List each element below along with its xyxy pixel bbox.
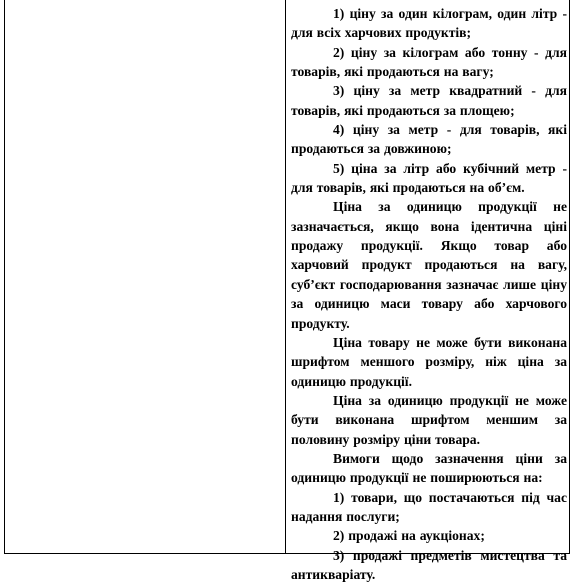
paragraph-exception-art: 3) продажі предметів мистецтва та антикваріату.: [291, 547, 567, 582]
paragraph-unit-price-exemption: Ціна за одиницю продукції не зазначається, якщо вона ідентична ціні продажу продукції. Якщо товар або харчовий продукт продаються на вагу, суб’єкт господарювання зазначає лише ціну за одиницю маси товару або харчового продукту.: [291, 199, 567, 331]
paragraph-unit-price-volume: 5) ціна за літр або кубічний метр - для товарів, які продаються на об’єм.: [291, 160, 567, 196]
paragraph-exception-services: 1) товари, що постачаються під час надання послуги;: [291, 489, 567, 524]
comparison-table: [4, 0, 570, 582]
paragraph-unit-price-area: 3) ціну за метр квадратний - для товарів, які продаються за площею;: [291, 83, 567, 118]
paragraph-unit-price-length: 4) ціну за метр - для товарів, які продаються за довжиною;: [291, 122, 567, 157]
paragraph-exception-auctions: 2) продажі на аукціонах;: [333, 528, 485, 544]
column-divider: [285, 0, 286, 553]
paragraph-half-size-rule: Ціна за одиницю продукції не може бути виконана шрифтом меншим за половину розміру ціни товара.: [291, 392, 567, 447]
paragraph-exceptions-intro: Вимоги щодо зазначення ціни за одиницю продукції не поширюються на:: [291, 450, 567, 486]
paragraph-unit-price-weight: 2) ціну за кілограм або тонну - для товарів, які продаються на вагу;: [291, 44, 567, 80]
paragraph-unit-price-kg-litre: 1) ціну за один кілограм, один літр - для всіх харчових продуктів;: [291, 6, 567, 41]
table-cell-right: [291, 0, 567, 582]
paragraph-font-size-rule: Ціна товару не може бути виконана шрифтом меншого розміру, ніж ціна за одиницю продукції.: [291, 334, 567, 389]
table-cell-left: [5, 0, 285, 553]
